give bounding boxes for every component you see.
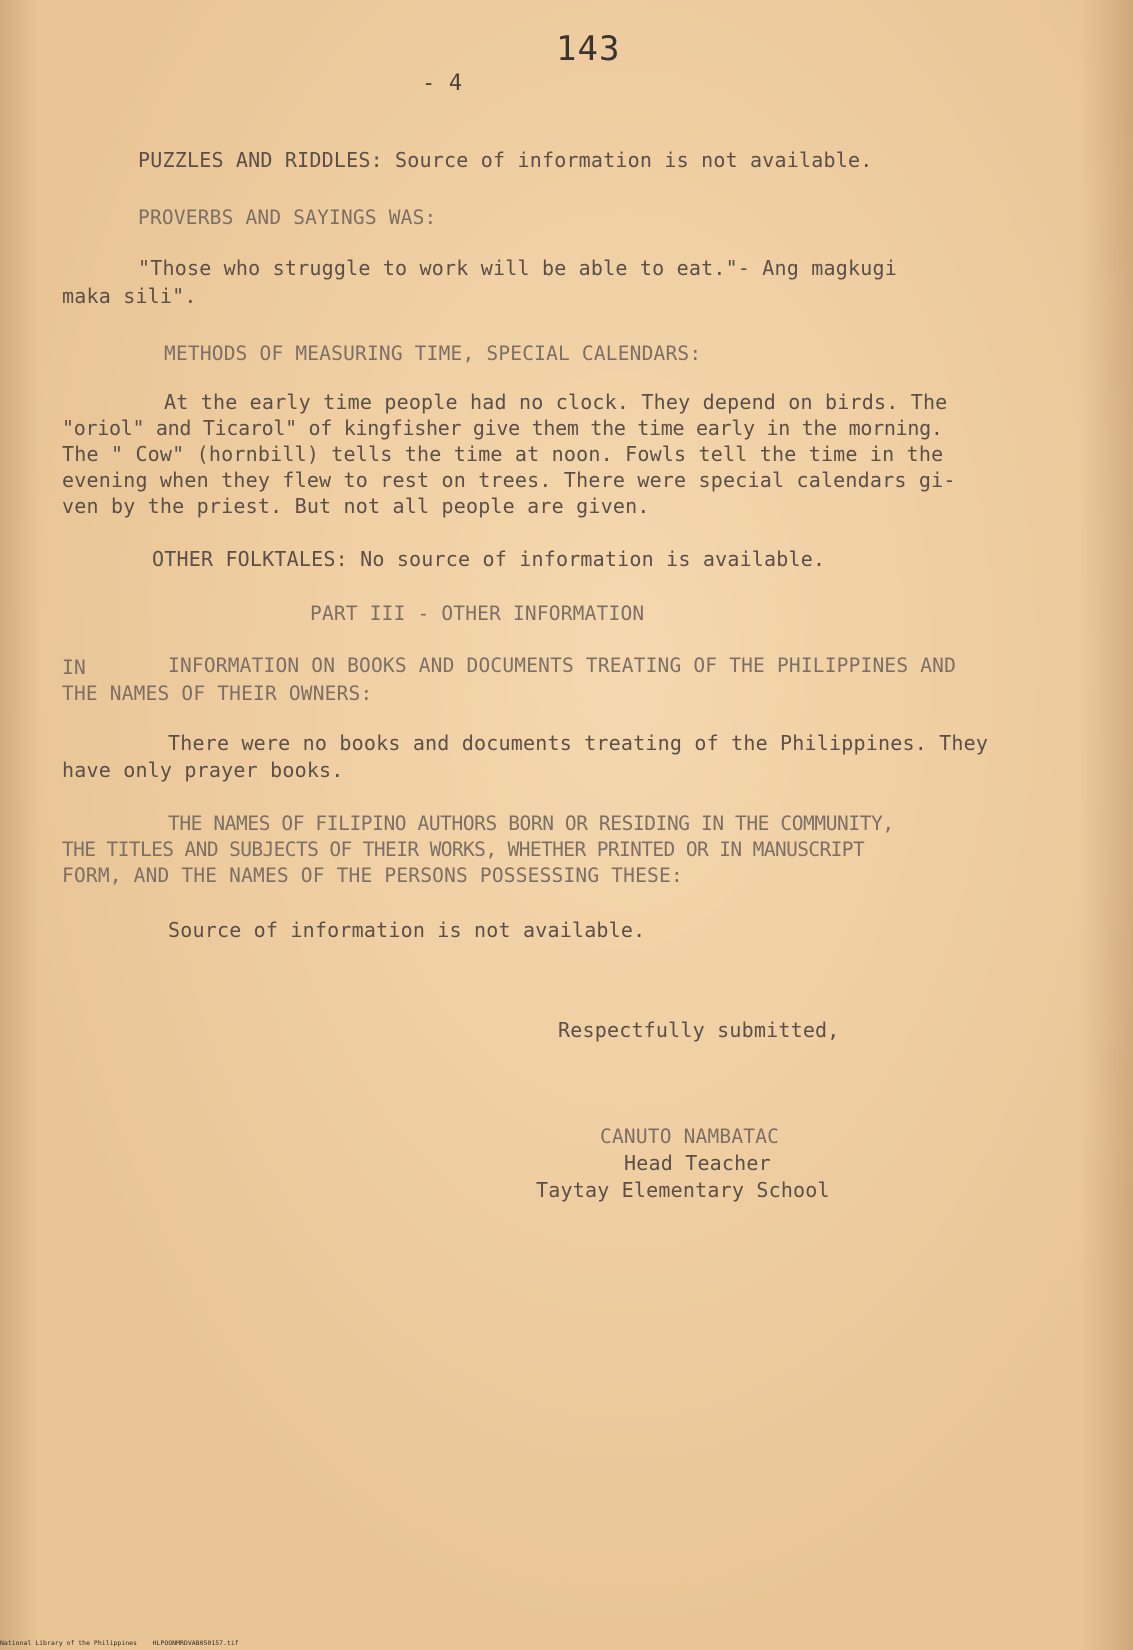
books-heading-prefix: IN [62, 656, 86, 679]
proverb-line: "Those who struggle to work will be able to eat."- Ang magkugi [138, 256, 897, 280]
methods-line: The " Cow" (hornbill) tells the time at noon. Fowls tell the time in the [62, 442, 944, 466]
folktales-paragraph: OTHER FOLKTALES: No source of information is available. [152, 547, 826, 571]
part3-heading: PART III - OTHER INFORMATION [310, 602, 645, 625]
archive-footer: National Library of the Philippines HLPOONMRDVAB050157.tif [0, 1639, 239, 1647]
signatory-name: CANUTO NAMBATAC [600, 1125, 780, 1148]
proverbs-heading: PROVERBS AND SAYINGS WAS: [138, 206, 437, 229]
methods-line: "oriol" and Ticarol" of kingfisher give them the time early in the morning. [62, 416, 943, 440]
methods-heading: METHODS OF MEASURING TIME, SPECIAL CALENDARS: [164, 342, 702, 365]
books-body: There were no books and documents treating of the Philippines. They [168, 731, 989, 755]
stamp-number: 143 [556, 29, 621, 69]
methods-line: ven by the priest. But not all people are given. [62, 494, 650, 518]
authors-body: Source of information is not available. [168, 918, 646, 942]
authors-heading: THE NAMES OF FILIPINO AUTHORS BORN OR RESIDING IN THE COMMUNITY, [168, 812, 894, 835]
proverb-line: maka sili". [62, 284, 197, 308]
signatory-school: Taytay Elementary School [536, 1178, 830, 1202]
books-heading: THE NAMES OF THEIR OWNERS: [62, 682, 373, 705]
closing-salutation: Respectfully submitted, [558, 1018, 840, 1042]
authors-heading: THE TITLES AND SUBJECTS OF THEIR WORKS, WHETHER PRINTED OR IN MANUSCRIPT [62, 838, 865, 861]
page-number: - 4 [422, 71, 463, 96]
books-heading: INFORMATION ON BOOKS AND DOCUMENTS TREATING OF THE PHILIPPINES AND [168, 654, 957, 677]
puzzles-paragraph: PUZZLES AND RIDDLES: Source of information is not available. [138, 148, 873, 172]
methods-line: At the early time people had no clock. They depend on birds. The [164, 390, 948, 414]
books-body: have only prayer books. [62, 758, 344, 782]
signatory-title: Head Teacher [624, 1151, 771, 1175]
authors-heading: FORM, AND THE NAMES OF THE PERSONS POSSESSING THESE: [62, 864, 683, 887]
methods-line: evening when they flew to rest on trees. There were special calendars gi- [62, 468, 956, 492]
